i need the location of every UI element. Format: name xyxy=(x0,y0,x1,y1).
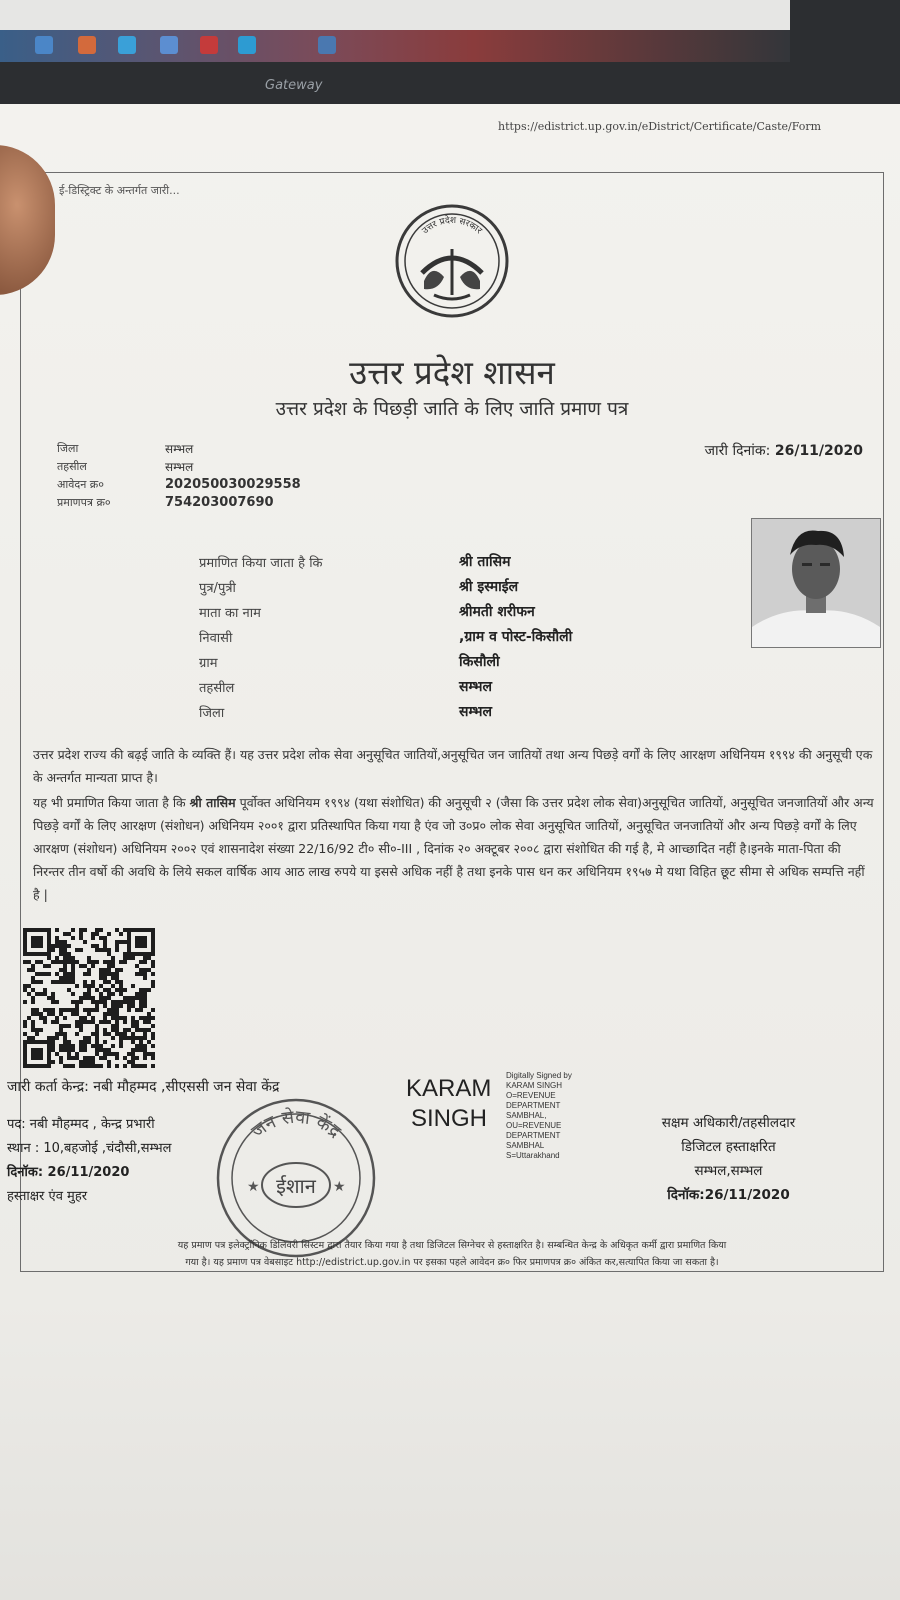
dsig-line: SAMBHAL, xyxy=(506,1111,547,1120)
meta-label: आवेदन क्र० xyxy=(57,477,104,491)
dsig-line: Digitally Signed by xyxy=(506,1071,572,1080)
taskbar-icon xyxy=(160,36,178,54)
taskbar-icon xyxy=(118,36,136,54)
field-value: सम्भल xyxy=(459,704,492,720)
dsig-line: DEPARTMENT xyxy=(506,1131,561,1140)
paragraph-2-text: पूर्वोक्त अधिनियम १९९४ (यथा संशोधित) की अनुसूची २ (जैसा कि उत्तर प्रदेश लोक सेवा)अनुसूचित जातियों, अनुसूचित जनजातियों और अन्य पिछड़े वर्गों के लिए आरक्षण (संशोधन) अधिनियम २००१ द्वारा प्रतिस्थापित किया गया है एंव जो उ०प्र० लोक सेवा अनुसूचित जातियों, अनुसूचित जनजातियों और अन्य पिछड़े वर्गों के लिए आरक्षण (संशोधन) अधिनियम २००२ एवं शासनादेश संख्या 22/16/92 टी० सी०-III , दिनांक २० अक्टूबर २००८ द्वारा संशोधित की गई है, मे आच्छादित नहीं है।इनके माता-पिता की निरन्तर तीन वर्षो की अवधि के लिये सकल वार्षिक आय आठ लाख रुपये या इससे अधिक नहीं है तथा इनके पास धन कर अधिनियम १९५७ मे यथा विहित छूट सीमा से अधिक सम्पत्ति नहीं है | xyxy=(33,795,874,902)
digital-signature-details xyxy=(506,1071,572,1161)
field-label: जिला xyxy=(199,705,225,721)
field-label: निवासी xyxy=(199,630,233,646)
authority-date: दिनॉक:26/11/2020 xyxy=(667,1187,790,1203)
field-value: श्री तासिम xyxy=(459,554,511,570)
svg-text:★: ★ xyxy=(247,1179,260,1195)
footer-line-1: यह प्रमाण पत्र इलेक्ट्रॉनिक डिलिवरी सिस्टम द्वारा तैयार किया गया है तथा डिजिटल सिग्नेचर से हस्ताक्षरित है। सम्बन्धित केन्द्र के अधिकृत कर्मी द्वारा प्रमाणित किया xyxy=(177,1240,727,1251)
field-label: ग्राम xyxy=(199,655,218,671)
meta-value: 202050030029558 xyxy=(165,476,301,492)
svg-text:उत्तर प्रदेश सरकार xyxy=(421,214,484,236)
field-value: श्रीमती शरीफन xyxy=(459,604,535,620)
certificate xyxy=(7,172,884,1272)
applicant-fields xyxy=(199,549,572,724)
paragraph-2-name: श्री तासिम xyxy=(189,795,236,810)
issuer-post: पद: नबी मौहम्मद , केन्द्र प्रभारी xyxy=(7,1117,155,1132)
meta-label: जिला xyxy=(57,441,79,455)
meta-value: सम्भल xyxy=(165,459,194,474)
svg-text:★: ★ xyxy=(333,1179,346,1195)
signer-name-1: KARAM xyxy=(406,1075,492,1102)
svg-text:जन सेवा केंद्र xyxy=(248,1106,345,1143)
dsig-line: O=REVENUE xyxy=(506,1091,556,1100)
authority-details xyxy=(621,1111,836,1207)
taskbar-icon xyxy=(35,36,53,54)
background-monitor xyxy=(0,0,900,110)
dsig-line: OU=REVENUE xyxy=(506,1121,562,1130)
field-label: प्रमाणित किया जाता है कि xyxy=(199,555,323,571)
field-value: सम्भल xyxy=(459,679,492,695)
issuer-date: दिनॉक: 26/11/2020 xyxy=(7,1165,130,1180)
applicant-photo xyxy=(751,518,881,648)
taskbar-icon xyxy=(318,36,336,54)
certification-paragraph-1: उत्तर प्रदेश राज्य की बढ़ई जाति के व्यक्ति हैं। यह उत्तर प्रदेश लोक सेवा अनुसूचित जातियों,अनुसूचित जन जातियों तथा अन्य पिछड़े वर्गों के लिए आरक्षण अधिनियम १९९४ की अनुसूची एक के अन्तर्गत मान्यता प्राप्त है। xyxy=(33,747,873,785)
monitor-brand: Gateway xyxy=(265,78,323,93)
dsig-line: S=Uttarakhand xyxy=(506,1151,560,1160)
taskbar-icon xyxy=(200,36,218,54)
emblem-text: उत्तर प्रदेश सरकार xyxy=(420,215,484,237)
qr-code xyxy=(23,928,155,1068)
meta-application-no xyxy=(57,475,301,493)
meta-label: तहसील xyxy=(57,459,87,473)
issuer-sign: हस्ताक्षर एंव मुहर xyxy=(7,1189,88,1204)
taskbar-icon xyxy=(78,36,96,54)
certification-paragraph-2 xyxy=(33,791,875,906)
field-value: ,ग्राम व पोस्ट-किसौली xyxy=(459,629,573,645)
meta-value: सम्भल xyxy=(165,441,194,456)
issue-date xyxy=(705,441,863,460)
signer-name-2: SINGH xyxy=(411,1105,488,1132)
issue-date-value: 26/11/2020 xyxy=(774,443,863,459)
field-row xyxy=(199,599,572,624)
taskbar-icon xyxy=(238,36,256,54)
issuer-details xyxy=(7,1113,171,1209)
authority-signed: डिजिटल हस्ताक्षरित xyxy=(681,1139,776,1155)
dsig-line: KARAM SINGH xyxy=(506,1081,563,1090)
field-row xyxy=(199,549,572,574)
issue-date-label: जारी दिनांक: xyxy=(704,443,771,459)
print-url: https://edistrict.up.gov.in/eDistrict/Certificate/Caste/Form xyxy=(498,120,822,133)
meta-tehsil xyxy=(57,457,301,475)
issuing-center: जारी कर्ता केन्द्र: नबी मौहम्मद ,सीएससी जन सेवा केंद्र xyxy=(7,1079,280,1095)
dsig-line: DEPARTMENT xyxy=(506,1101,561,1110)
meta-block xyxy=(57,439,301,511)
authority-place: सम्भल,सम्भल xyxy=(694,1163,763,1179)
footer-line-2: गया है। यह प्रमाण पत्र वेबसाइट http://edistrict.up.gov.in पर इसका पहले आवेदन क्र० फिर प्रमाणपत्र क्र० अंकित कर,सत्यापित किया जा सकता है। xyxy=(185,1257,719,1268)
field-label: तहसील xyxy=(199,680,235,696)
field-label: पुत्र/पुत्री xyxy=(199,580,236,596)
meta-label: प्रमाणपत्र क्र० xyxy=(57,495,111,509)
stamp-text: जन सेवा केंद्र xyxy=(247,1106,345,1143)
field-label: माता का नाम xyxy=(199,605,261,621)
certificate-title: उत्तर प्रदेश के पिछड़ी जाति के लिए जाति प्रमाण पत्र xyxy=(275,398,629,420)
field-row xyxy=(199,674,572,699)
issued-under: ई-डिस्ट्रिक्ट के अन्तर्गत जारी... xyxy=(59,184,180,197)
up-emblem xyxy=(394,203,510,319)
field-value: श्री इस्माईल xyxy=(459,579,519,595)
authority-title: सक्षम अधिकारी/तहसीलदार xyxy=(661,1115,796,1131)
field-row xyxy=(199,574,572,599)
monitor-screen xyxy=(0,0,790,30)
meta-district xyxy=(57,439,301,457)
meta-value: 754203007690 xyxy=(165,494,274,510)
paragraph-2-prefix: यह भी प्रमाणित किया जाता है कि xyxy=(33,795,186,810)
stamp-center-text: ईशान xyxy=(276,1174,316,1198)
meta-certificate-no xyxy=(57,493,301,511)
field-value: किसौली xyxy=(459,654,500,670)
certificate-footer xyxy=(21,1237,883,1271)
field-row xyxy=(199,699,572,724)
dsig-line: SAMBHAL xyxy=(506,1141,545,1150)
field-row xyxy=(199,649,572,674)
field-row xyxy=(199,624,572,649)
government-title: उत्तर प्रदेश शासन xyxy=(349,353,555,392)
issuer-place: स्थान : 10,बहजोई ,चंदौसी,सम्भल xyxy=(7,1141,172,1156)
